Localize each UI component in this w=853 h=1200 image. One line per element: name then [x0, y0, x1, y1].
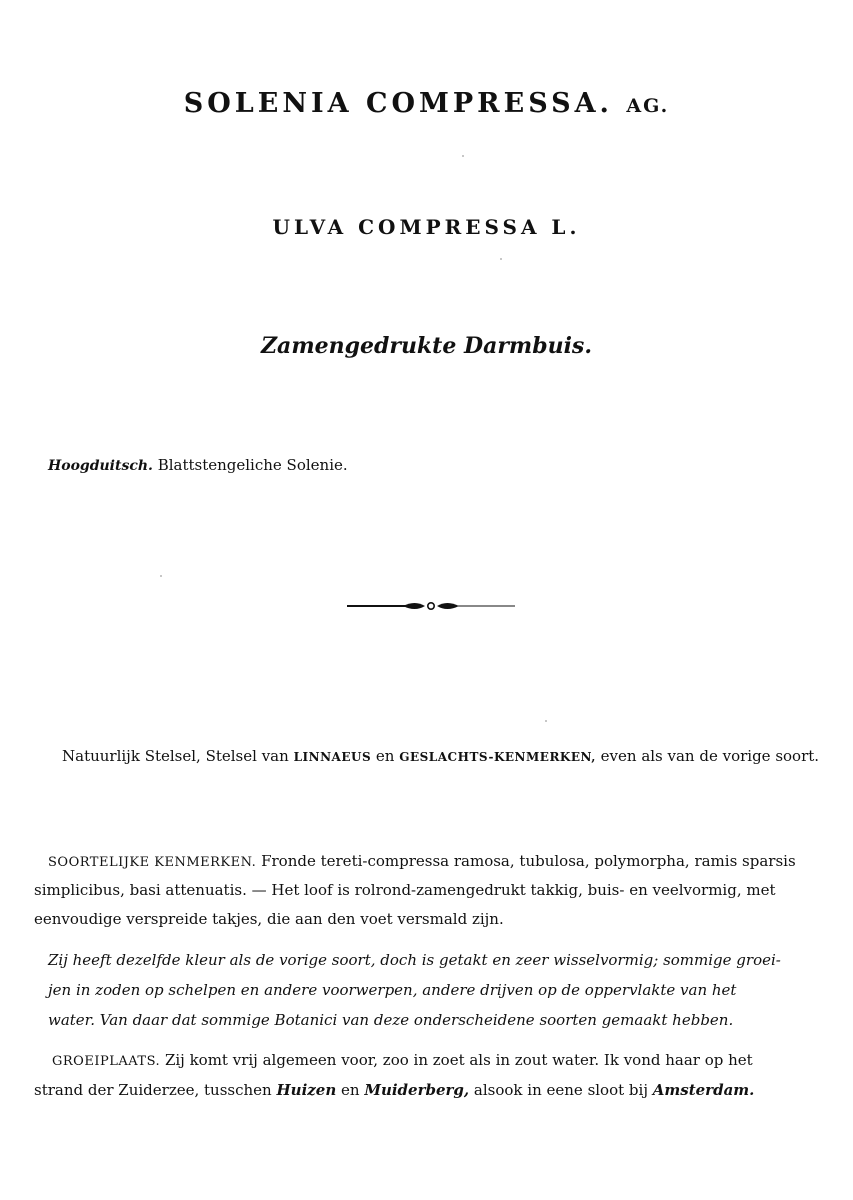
- system-text-1: Natuurlijk Stelsel, Stelsel van: [62, 747, 289, 765]
- place-huizen: Huizen: [276, 1081, 337, 1099]
- soortelijke-label: SOORTELIJKE KENMERKEN.: [48, 855, 257, 870]
- vernacular-value: Blattstengeliche Solenie.: [157, 456, 348, 474]
- dutch-name-title: Zamengedrukte Darmbuis.: [261, 333, 592, 359]
- remark-line-1: Zij heeft dezelfde kleur als de vorige soort, doch is getakt en zeer wisselvormig; sommige groei-: [48, 951, 781, 969]
- soortelijke-line-3: eenvoudige verspreide takjes, die aan den voet versmald zijn.: [34, 910, 504, 928]
- paper-speck: [160, 575, 162, 577]
- soortelijke-line-2: simplicibus, basi attenuatis. — Het loof is rolrond-zamengedrukt takkig, buis- en veelvormig, met: [34, 881, 776, 899]
- place-amsterdam: Amsterdam.: [652, 1081, 755, 1099]
- vernacular-line: [48, 455, 348, 476]
- groeiplaats-label: GROEIPLAATS.: [52, 1054, 161, 1069]
- groeiplaats-text-2a: strand der Zuiderzee, tusschen: [34, 1081, 272, 1099]
- system-line: [62, 746, 819, 767]
- species-title-name: SOLENIA COMPRESSA.: [183, 88, 613, 119]
- species-title: [0, 88, 853, 119]
- system-geslachts: GESLACHTS-KENMERKEN,: [399, 750, 596, 764]
- paper-speck: [545, 720, 547, 722]
- vernacular-label: Hoogduitsch.: [48, 458, 153, 474]
- system-text-3: even als van de vorige soort.: [600, 747, 820, 765]
- groeiplaats-line-1: [52, 1050, 753, 1072]
- system-text-2: en: [375, 747, 395, 765]
- ornament-divider-icon: [345, 598, 517, 614]
- soortelijke-line-1: [48, 851, 796, 873]
- place-muiderberg: Muiderberg,: [364, 1081, 470, 1099]
- groeiplaats-line-2: [34, 1080, 754, 1100]
- paper-speck: [500, 258, 502, 260]
- paper-speck: [462, 155, 464, 157]
- remark-line-2: jen in zoden op schelpen en andere voorwerpen, andere drijven op de oppervlakte van het: [48, 981, 737, 999]
- synonym-title: ULVA COMPRESSA L.: [272, 215, 581, 239]
- system-linnaeus: LINNAEUS: [293, 750, 372, 764]
- groeiplaats-text-1: Zij komt vrij algemeen voor, zoo in zoet als in zout water. Ik vond haar op het: [164, 1051, 753, 1069]
- species-title-author: AG.: [626, 95, 670, 117]
- groeiplaats-text-2b: en: [341, 1081, 360, 1099]
- soortelijke-text-1: Fronde tereti-compressa ramosa, tubulosa, polymorpha, ramis sparsis: [261, 852, 796, 870]
- remark-line-3: water. Van daar dat sommige Botanici van deze onderscheidene soorten gemaakt hebben.: [48, 1011, 734, 1029]
- groeiplaats-text-2c: alsook in eene sloot bij: [473, 1081, 648, 1099]
